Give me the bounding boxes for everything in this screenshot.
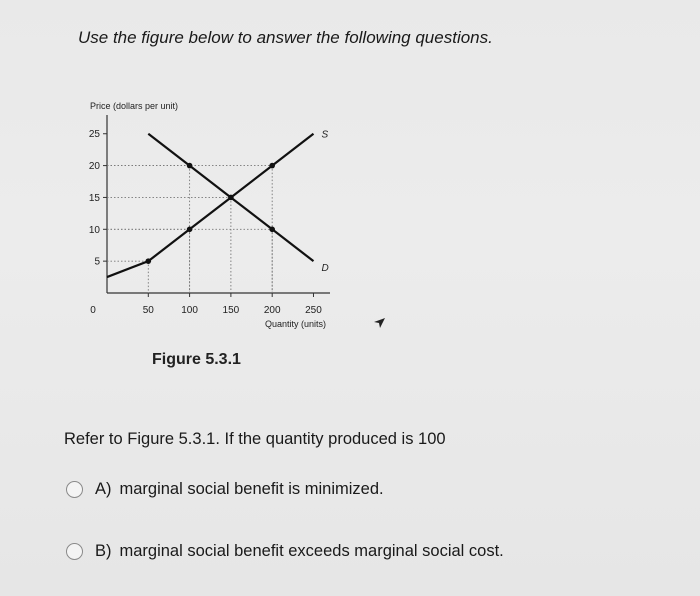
- option-a-radio[interactable]: [66, 481, 83, 498]
- option-b-radio[interactable]: [66, 543, 83, 560]
- series-label-S: S: [321, 129, 329, 141]
- option-b-text: marginal social benefit exceeds marginal social cost.: [119, 542, 504, 560]
- y-tick-label-5: 5: [94, 256, 100, 268]
- y-tick-label-20: 20: [88, 161, 100, 173]
- data-point-0: [145, 258, 151, 264]
- data-point-4: [269, 163, 275, 169]
- option-a[interactable]: [66, 480, 384, 499]
- supply-demand-figure: [60, 95, 329, 355]
- series-line-S: [107, 134, 313, 277]
- y-tick-label-10: 10: [88, 224, 100, 236]
- x-axis-label: Quantity (units): [264, 319, 326, 329]
- option-a-text: marginal social benefit is minimized.: [119, 480, 384, 498]
- y-tick-label-25: 25: [88, 129, 100, 141]
- data-point-3: [228, 195, 234, 201]
- x-tick-label-200: 200: [263, 305, 281, 316]
- x-tick-label-150: 150: [222, 305, 240, 316]
- origin-label: 0: [90, 305, 96, 316]
- y-tick-label-15: 15: [88, 192, 100, 204]
- option-a-letter: A): [95, 480, 112, 498]
- x-tick-label-250: 250: [305, 305, 322, 316]
- data-point-2: [187, 163, 193, 169]
- data-point-5: [269, 226, 275, 232]
- data-point-1: [187, 226, 193, 232]
- x-tick-label-50: 50: [142, 305, 154, 316]
- y-axis-label: Price (dollars per unit): [90, 101, 179, 111]
- mouse-cursor-icon: [372, 316, 386, 330]
- figure-caption: Figure 5.3.1: [152, 351, 241, 368]
- x-tick-label-100: 100: [181, 305, 198, 316]
- option-b-letter: B): [95, 542, 112, 560]
- option-b[interactable]: [66, 542, 504, 561]
- series-label-D: D: [321, 263, 329, 275]
- question-text: Refer to Figure 5.3.1. If the quantity produced is 100: [64, 430, 446, 448]
- figure-chart-svg: [60, 95, 329, 355]
- instruction-text: Use the figure below to answer the following questions.: [78, 28, 493, 47]
